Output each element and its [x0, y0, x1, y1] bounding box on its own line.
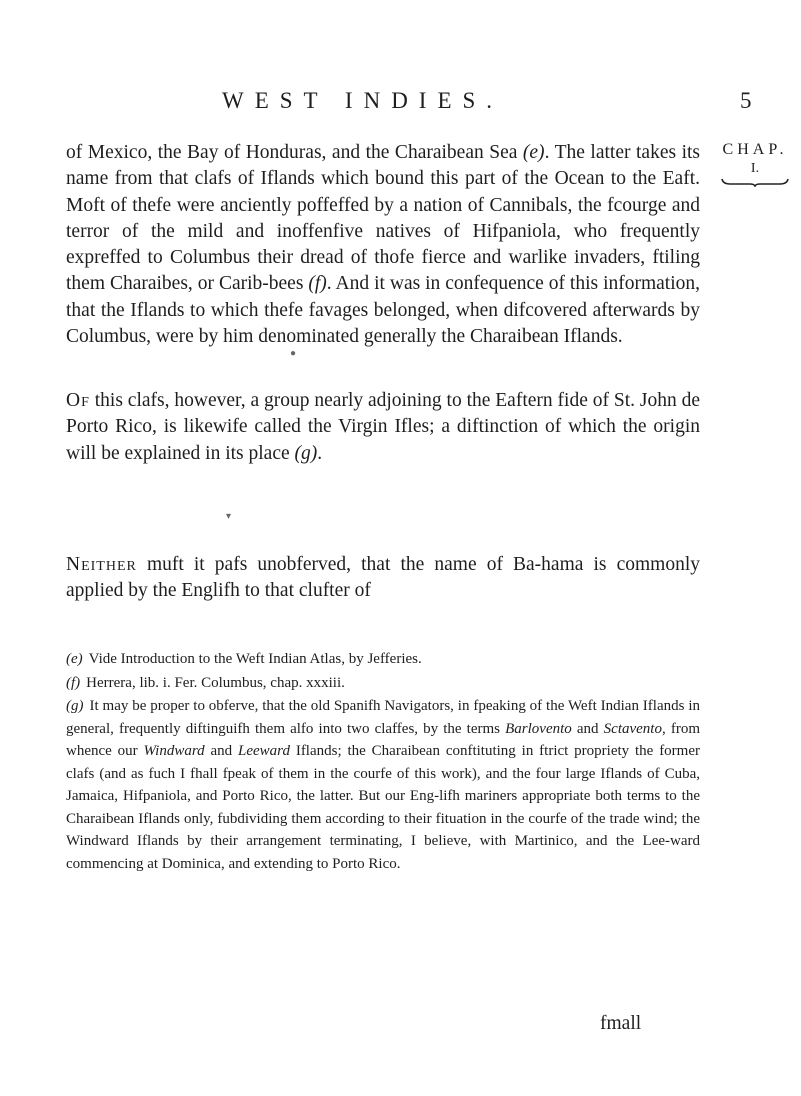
chapter-number: I. — [750, 161, 760, 176]
footnote-g-text-2: and — [571, 720, 604, 737]
p1-text-2: . The latter takes its name from that clafs of Iflands which bound this part of the Ocean to the Eaft. Moft of thefe were anciently poffeffed by a nation of Cannibals, the fcourge and terror of the mild and inoffenfive natives of Hifpaniola, who frequently expreffed to Columbus their dread of thofe fierce and warlike invaders, ftiling them Charaibes, or Carib-bees — [66, 142, 700, 295]
paragraph-3 — [66, 552, 700, 605]
p1-text-1: of Mexico, the Bay of Honduras, and the Charaibean Sea — [66, 142, 523, 163]
footnote-g-term-1: Barlovento — [505, 720, 572, 737]
p2-lead-word: Of — [66, 390, 90, 411]
paragraph-2 — [66, 388, 700, 467]
p2-text-2: . — [317, 442, 323, 464]
footnote-ref-g: (g) — [294, 442, 318, 464]
p3-lead-word: Neither — [66, 554, 137, 575]
footnote-g-text-4: and — [204, 743, 239, 759]
p2-text-1: this clafs, however, a group nearly adjoining to the Eaftern fide of St. John de Porto Rico, is likewife called the Virgin Ifles; a diftinction of which the origin will be explained in its place — [66, 390, 700, 464]
footnote-e-text: Vide Introduction to the Weft Indian Atlas, by Jefferies. — [88, 651, 422, 667]
footnotes — [66, 648, 700, 876]
brace-icon — [720, 177, 790, 187]
paragraph-1 — [66, 140, 700, 350]
footnote-g-marker: (g) — [66, 698, 84, 714]
page-header — [0, 88, 801, 128]
page-number: 5 — [740, 88, 752, 113]
footnote-ref-f: (f) — [308, 273, 327, 295]
footnote-f — [66, 672, 700, 695]
footnote-ref-e: (e) — [522, 142, 545, 163]
footnote-f-text: Herrera, lib. i. Fer. Columbus, chap. xxxiii. — [86, 674, 345, 691]
p3-text-1: muft it pafs unobferved, that the name of Ba-hama is commonly applied by the Englifh to that clufter of — [66, 554, 700, 602]
footnote-f-marker: (f) — [66, 674, 81, 691]
footnote-g-text-5: Iflands; the Charaibean conftituting in ftrict propriety the former clafs (and as fuch I fhall fpeak of them in the courfe of this work), and the four large Iflands of Cuba, Jamaica, Hifpaniola, and Porto Rico, the latter. But our Eng-lifh mariners appropriate both terms to the Charaibean Iflands only, fubdividing them according to their fituation in the courfe of the trade wind; the Windward Iflands by their arrangement terminating, I believe, with Martinico, and the Lee-ward commencing at Dominica, and extending to Porto Rico. — [66, 743, 700, 872]
p1-text-3: . And it was in confequence of this information, that the Iflands to which thefe favages belonged, when difcovered afterwards by Columbus, were by him denominated generally the Charaibean Iflands. — [66, 273, 701, 348]
footnote-g-text-1: It may be proper to obferve, that the old Spanifh Navigators, in fpeaking of the Weft Indian Iflands in general, frequently diftinguifh them alfo into two claffes, by the terms — [66, 698, 700, 737]
footnote-g-term-2: Sctavento — [603, 720, 662, 737]
chapter-marker — [715, 141, 795, 187]
footnote-e — [66, 648, 700, 671]
chapter-label: CHAP. — [722, 141, 788, 158]
footnote-e-marker: (e) — [66, 651, 83, 667]
dot-ornament-2: ▾ — [226, 511, 232, 522]
footnote-g — [66, 695, 700, 875]
dot-ornament: ● — [290, 348, 297, 359]
running-head: WEST INDIES. — [222, 88, 504, 113]
footnote-g-term-4: Leeward — [238, 743, 290, 759]
footnote-g-term-3: Windward — [143, 743, 205, 759]
catchword: fmall — [600, 1013, 642, 1034]
footnote-g-text-3: , from whence our — [66, 720, 700, 759]
